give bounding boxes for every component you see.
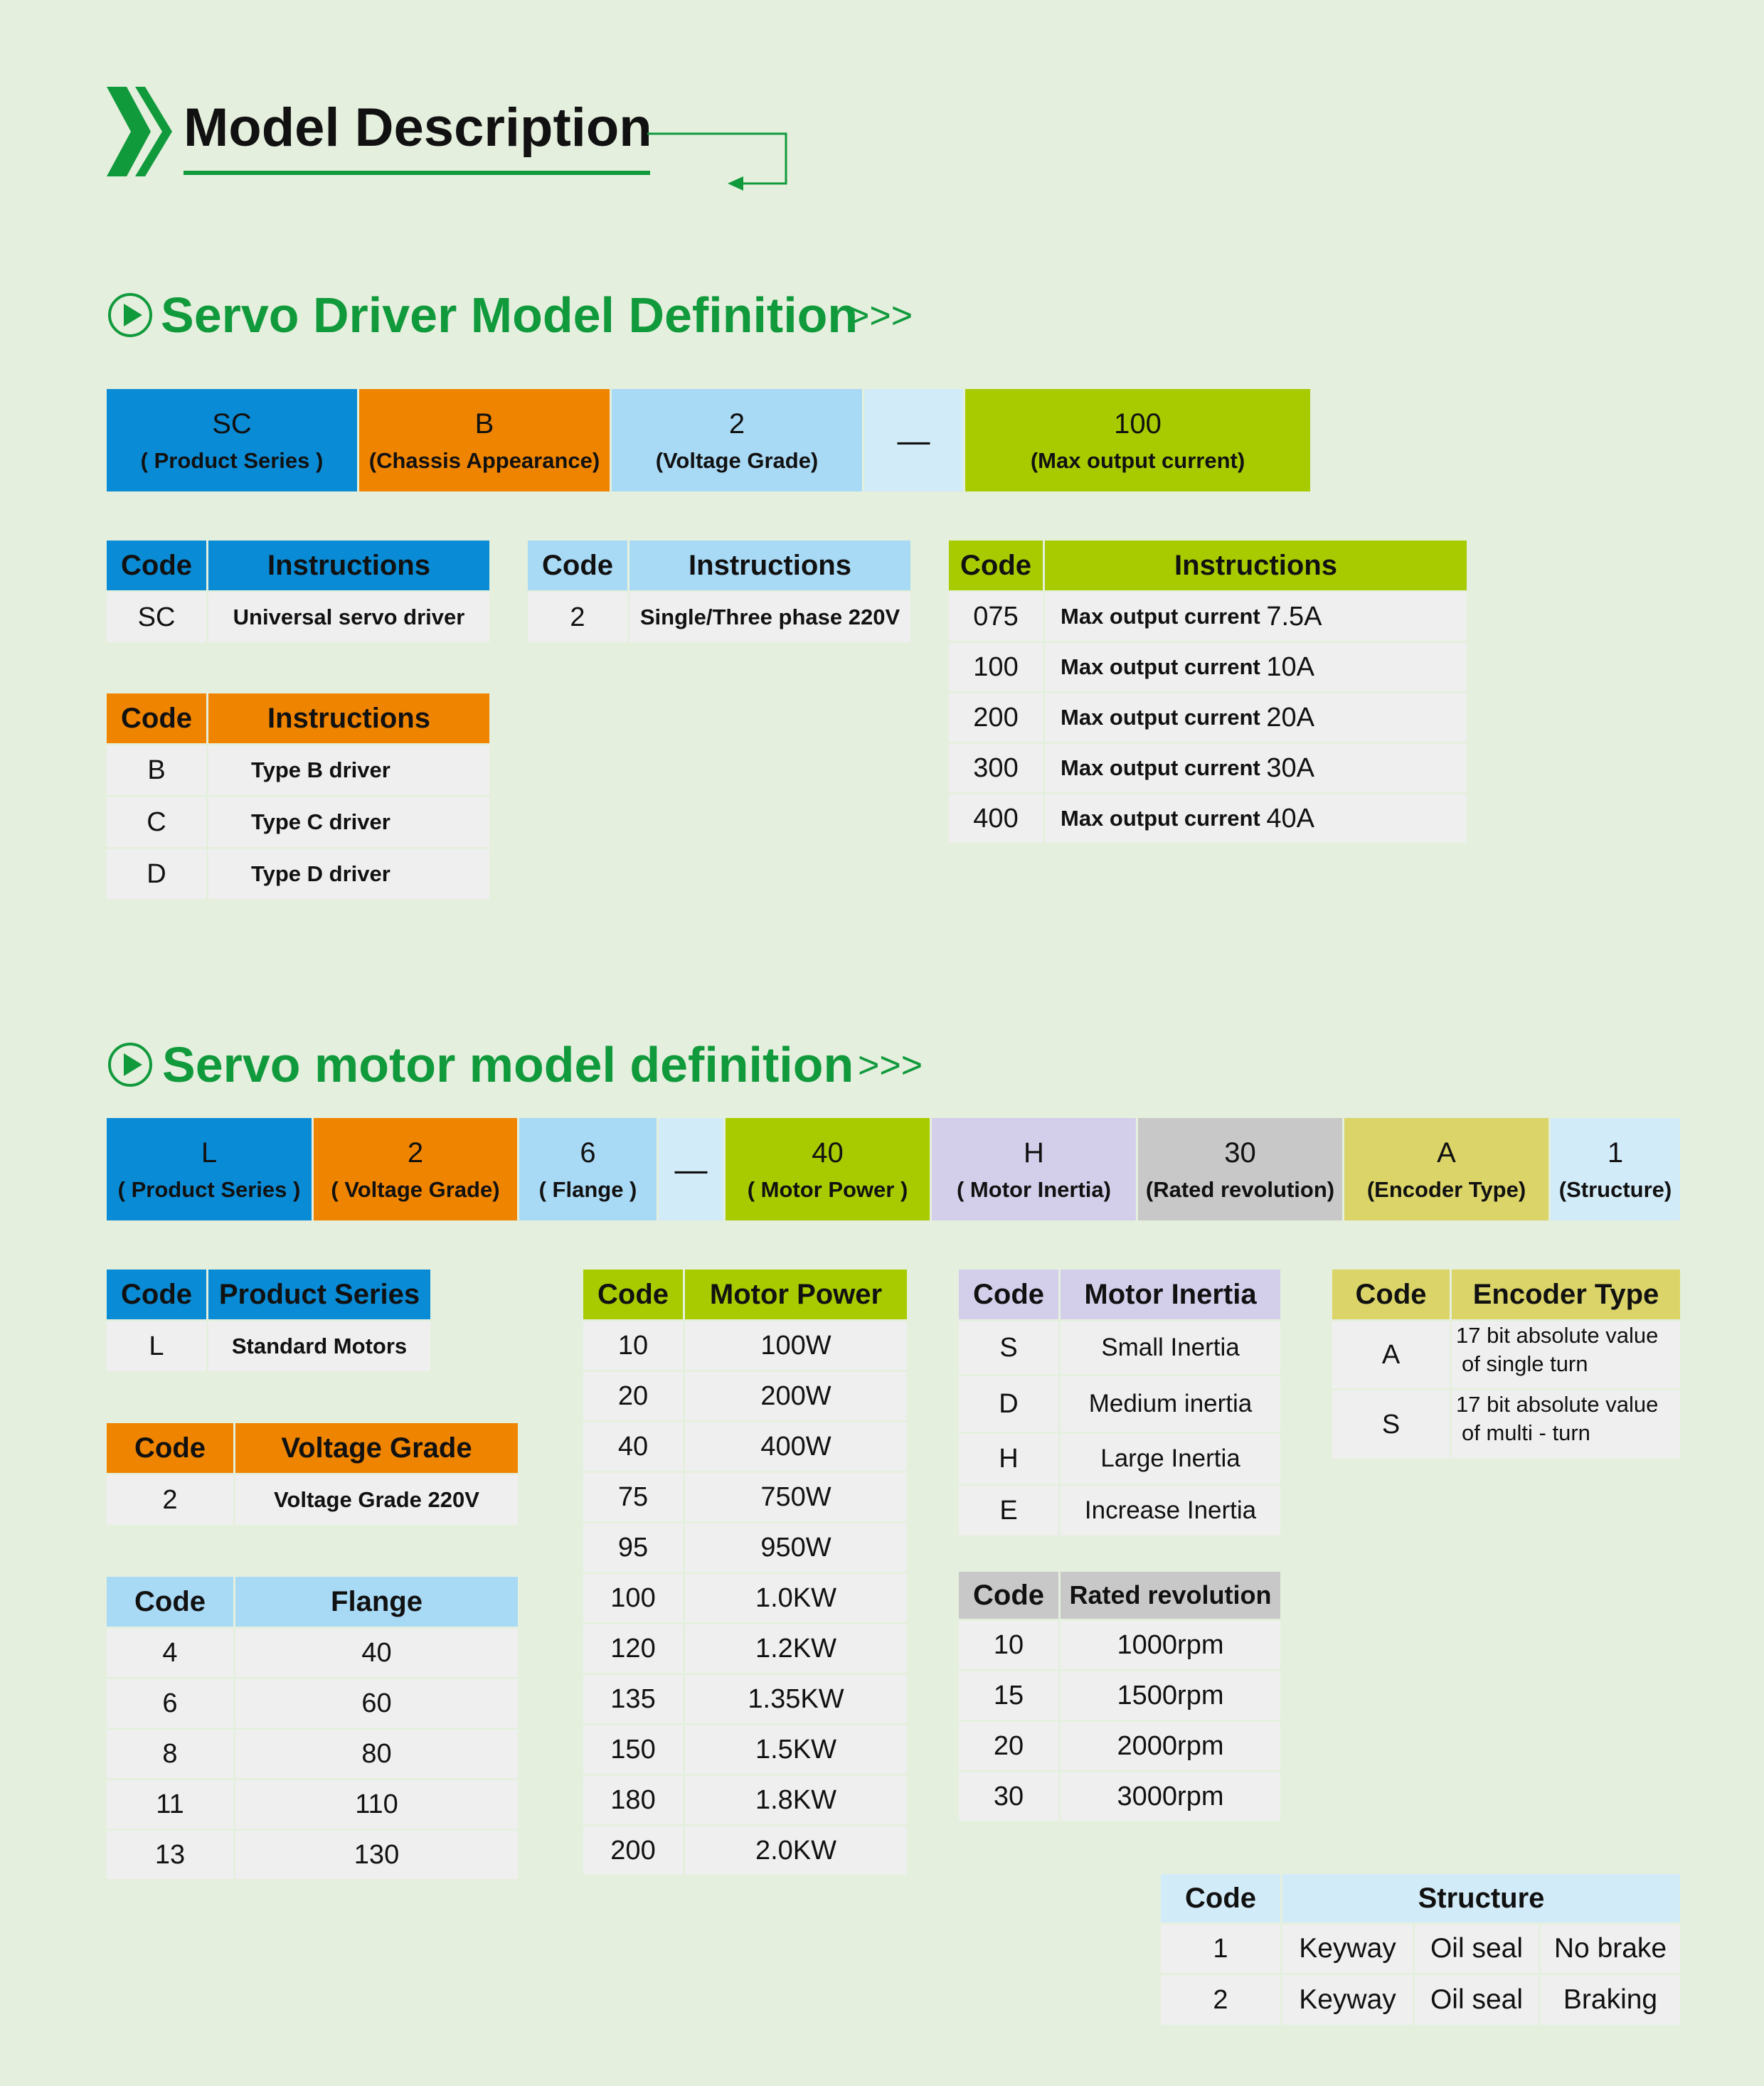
table-cell-instructions: Type B driver bbox=[208, 745, 489, 795]
table-header-code: Code bbox=[1161, 1874, 1280, 1922]
table-cell-instructions bbox=[1045, 744, 1467, 792]
motor-inertia-table bbox=[959, 1270, 1280, 1536]
table-cell-code: H bbox=[959, 1434, 1058, 1484]
table-header-code: Code bbox=[1332, 1270, 1450, 1319]
table-cell-code: D bbox=[107, 849, 206, 899]
motor-bar-voltage bbox=[314, 1118, 519, 1220]
table-header-encoder-type: Encoder Type bbox=[1452, 1270, 1680, 1319]
table-header-product-series: Product Series bbox=[208, 1270, 430, 1319]
driver-bar-series-code: SC bbox=[212, 408, 252, 440]
table-cell-code: 8 bbox=[107, 1730, 233, 1778]
table-cell-revolution: 3000rpm bbox=[1061, 1772, 1280, 1821]
motor-bar-structure-code: 1 bbox=[1607, 1137, 1624, 1169]
table-cell-power: 2.0KW bbox=[685, 1826, 907, 1875]
table-cell-encoder bbox=[1452, 1321, 1680, 1388]
table-header-flange: Flange bbox=[235, 1577, 518, 1627]
table-header-voltage-grade: Voltage Grade bbox=[235, 1423, 518, 1473]
motor-bar-power bbox=[726, 1118, 932, 1220]
motor-heading-chevrons: >>> bbox=[858, 1045, 923, 1086]
driver-bar-chassis-code: B bbox=[474, 408, 494, 440]
driver-bar-series-label: ( Product Series ) bbox=[140, 447, 324, 473]
motor-bar-structure-label: (Structure) bbox=[1558, 1176, 1672, 1202]
table-cell-power: 1.5KW bbox=[685, 1725, 907, 1774]
driver-model-bar bbox=[107, 389, 1310, 491]
table-cell-code: 200 bbox=[949, 693, 1043, 742]
table-cell-power: 100W bbox=[685, 1321, 907, 1370]
table-header-code: Code bbox=[107, 693, 206, 743]
table-cell-instructions bbox=[1045, 693, 1467, 742]
table-cell-code: 11 bbox=[107, 1780, 233, 1829]
motor-flange-table bbox=[107, 1577, 518, 1879]
table-cell-instructions bbox=[1045, 643, 1467, 691]
current-label: Max output current bbox=[1061, 705, 1260, 730]
table-cell-power: 1.2KW bbox=[685, 1624, 907, 1673]
table-header-rated-revolution: Rated revolution bbox=[1061, 1572, 1280, 1619]
motor-bar-series bbox=[107, 1118, 314, 1220]
current-value: 7.5A bbox=[1266, 601, 1322, 632]
table-cell-code: 300 bbox=[949, 744, 1043, 792]
table-cell-inertia: Large Inertia bbox=[1061, 1434, 1280, 1484]
table-cell-code: 135 bbox=[583, 1675, 683, 1723]
motor-bar-encoder bbox=[1344, 1118, 1551, 1220]
table-cell-code: 120 bbox=[583, 1624, 683, 1673]
table-cell-power: 400W bbox=[685, 1422, 907, 1471]
table-cell-power: 750W bbox=[685, 1473, 907, 1521]
table-header-code: Code bbox=[959, 1270, 1058, 1319]
table-cell-brake: Braking bbox=[1541, 1975, 1680, 2025]
table-cell-code: 40 bbox=[583, 1422, 683, 1471]
motor-bar-voltage-label: ( Voltage Grade) bbox=[331, 1176, 500, 1202]
table-cell-power: 1.35KW bbox=[685, 1675, 907, 1723]
table-header-code: Code bbox=[528, 541, 627, 590]
table-header-motor-power: Motor Power bbox=[685, 1270, 907, 1319]
driver-chassis-table bbox=[107, 693, 489, 899]
driver-bar-series bbox=[107, 389, 359, 491]
motor-bar-inertia-code: H bbox=[1024, 1137, 1044, 1169]
table-cell-code: SC bbox=[107, 592, 206, 642]
table-cell-power: 200W bbox=[685, 1372, 907, 1420]
driver-bar-voltage-code: 2 bbox=[728, 408, 745, 440]
table-cell-code: 10 bbox=[583, 1321, 683, 1370]
table-cell-code: 1 bbox=[1161, 1925, 1280, 1973]
table-header-structure: Structure bbox=[1282, 1874, 1680, 1922]
driver-bar-current bbox=[965, 389, 1310, 491]
table-cell-power: 1.0KW bbox=[685, 1574, 907, 1622]
driver-bar-current-code: 100 bbox=[1114, 408, 1162, 440]
motor-series-table bbox=[107, 1270, 430, 1371]
motor-bar-series-code: L bbox=[201, 1137, 218, 1169]
table-cell-code: 100 bbox=[583, 1574, 683, 1622]
table-header-code: Code bbox=[949, 541, 1043, 590]
encoder-line-1: 17 bit absolute value bbox=[1456, 1392, 1659, 1417]
table-cell-instructions: Universal servo driver bbox=[208, 592, 489, 642]
play-circle-icon bbox=[107, 292, 154, 339]
table-cell-oil-seal: Oil seal bbox=[1415, 1925, 1539, 1973]
table-cell-code: 15 bbox=[959, 1671, 1058, 1720]
table-cell-flange: 40 bbox=[235, 1629, 518, 1677]
motor-bar-encoder-label: (Encoder Type) bbox=[1366, 1176, 1526, 1202]
driver-section-heading: Servo Driver Model Definition bbox=[161, 287, 859, 343]
motor-bar-power-label: ( Motor Power ) bbox=[747, 1176, 908, 1202]
table-cell-revolution: 1000rpm bbox=[1061, 1621, 1280, 1669]
driver-bar-voltage-label: (Voltage Grade) bbox=[655, 447, 819, 473]
table-cell-flange: 60 bbox=[235, 1679, 518, 1728]
driver-bar-separator bbox=[864, 389, 965, 491]
table-cell-code: 20 bbox=[959, 1722, 1058, 1770]
driver-bar-chassis-label: (Chassis Appearance) bbox=[368, 447, 600, 473]
table-cell-code: 4 bbox=[107, 1629, 233, 1677]
table-cell-brake: No brake bbox=[1541, 1925, 1680, 1973]
table-cell-code: 20 bbox=[583, 1372, 683, 1420]
table-cell-code: A bbox=[1332, 1321, 1450, 1388]
motor-bar-revolution-label: (Rated revolution) bbox=[1145, 1176, 1335, 1202]
motor-bar-dash: — bbox=[674, 1151, 708, 1188]
motor-bar-flange bbox=[519, 1118, 659, 1220]
driver-heading-chevrons: >>> bbox=[848, 295, 913, 336]
table-cell-oil-seal: Oil seal bbox=[1415, 1975, 1539, 2025]
current-label: Max output current bbox=[1061, 806, 1260, 831]
current-value: 10A bbox=[1266, 651, 1314, 682]
table-header-code: Code bbox=[107, 1577, 233, 1627]
table-cell-code: 150 bbox=[583, 1725, 683, 1774]
table-cell-revolution: 1500rpm bbox=[1061, 1671, 1280, 1720]
table-cell-code: 200 bbox=[583, 1826, 683, 1875]
chevron-logo-icon bbox=[107, 87, 178, 176]
table-cell-code: 10 bbox=[959, 1621, 1058, 1669]
motor-bar-power-code: 40 bbox=[812, 1137, 844, 1169]
motor-bar-series-label: ( Product Series ) bbox=[117, 1176, 301, 1202]
table-cell-keyway: Keyway bbox=[1282, 1975, 1413, 2025]
table-cell-instructions: Type D driver bbox=[208, 849, 489, 899]
table-header-instructions: Instructions bbox=[208, 541, 489, 590]
table-cell-code: 2 bbox=[528, 592, 627, 642]
table-cell-code: S bbox=[1332, 1390, 1450, 1459]
motor-bar-inertia bbox=[932, 1118, 1138, 1220]
driver-bar-current-label: (Max output current) bbox=[1030, 447, 1245, 473]
table-header-instructions: Instructions bbox=[629, 541, 910, 590]
motor-encoder-table bbox=[1332, 1270, 1680, 1459]
table-cell-code: 13 bbox=[107, 1831, 233, 1879]
table-header-motor-inertia: Motor Inertia bbox=[1061, 1270, 1280, 1319]
encoder-line-1: 17 bit absolute value bbox=[1456, 1323, 1659, 1348]
current-label: Max output current bbox=[1061, 755, 1260, 780]
motor-revolution-table bbox=[959, 1572, 1280, 1821]
table-cell-voltage-grade: Voltage Grade 220V bbox=[235, 1475, 518, 1525]
current-label: Max output current bbox=[1061, 654, 1260, 679]
driver-series-table bbox=[107, 541, 489, 642]
driver-voltage-table bbox=[528, 541, 910, 642]
driver-current-table bbox=[949, 541, 1467, 843]
table-cell-code: 400 bbox=[949, 794, 1043, 843]
table-cell-code: 95 bbox=[583, 1523, 683, 1572]
table-cell-instructions bbox=[1045, 592, 1467, 641]
table-cell-code: S bbox=[959, 1321, 1058, 1374]
title-underline bbox=[184, 171, 650, 175]
table-header-instructions: Instructions bbox=[208, 693, 489, 743]
table-cell-instructions bbox=[1045, 794, 1467, 843]
driver-bar-voltage bbox=[612, 389, 864, 491]
table-cell-power: 1.8KW bbox=[685, 1776, 907, 1824]
table-cell-power: 950W bbox=[685, 1523, 907, 1572]
motor-model-bar bbox=[107, 1118, 1680, 1220]
motor-bar-revolution bbox=[1138, 1118, 1344, 1220]
table-header-code: Code bbox=[959, 1572, 1058, 1619]
table-header-code: Code bbox=[583, 1270, 683, 1319]
table-cell-flange: 130 bbox=[235, 1831, 518, 1879]
table-cell-code: D bbox=[959, 1376, 1058, 1432]
table-cell-inertia: Medium inertia bbox=[1061, 1376, 1280, 1432]
table-header-instructions: Instructions bbox=[1045, 541, 1467, 590]
table-cell-code: 75 bbox=[583, 1473, 683, 1521]
table-cell-encoder bbox=[1452, 1390, 1680, 1459]
page-title: Model Description bbox=[184, 97, 652, 158]
table-cell-code: 100 bbox=[949, 643, 1043, 691]
motor-bar-flange-code: 6 bbox=[580, 1137, 596, 1169]
motor-bar-revolution-code: 30 bbox=[1224, 1137, 1256, 1169]
motor-bar-flange-label: ( Flange ) bbox=[538, 1176, 637, 1202]
table-cell-code: 30 bbox=[959, 1772, 1058, 1821]
motor-bar-voltage-code: 2 bbox=[407, 1137, 424, 1169]
table-cell-product-series: Standard Motors bbox=[208, 1321, 430, 1371]
play-circle-icon bbox=[107, 1041, 154, 1088]
table-cell-code: E bbox=[959, 1486, 1058, 1536]
table-cell-code: 075 bbox=[949, 592, 1043, 641]
table-cell-revolution: 2000rpm bbox=[1061, 1722, 1280, 1770]
table-cell-code: 2 bbox=[1161, 1975, 1280, 2025]
table-header-code: Code bbox=[107, 1270, 206, 1319]
table-cell-code: 180 bbox=[583, 1776, 683, 1824]
current-label: Max output current bbox=[1061, 604, 1260, 629]
table-cell-code: C bbox=[107, 797, 206, 847]
current-value: 40A bbox=[1266, 803, 1314, 834]
encoder-line-2: of multi - turn bbox=[1462, 1420, 1590, 1446]
table-header-code: Code bbox=[107, 1423, 233, 1473]
table-cell-code: B bbox=[107, 745, 206, 795]
table-cell-instructions: Single/Three phase 220V bbox=[629, 592, 910, 642]
table-cell-flange: 80 bbox=[235, 1730, 518, 1778]
current-value: 20A bbox=[1266, 702, 1314, 733]
table-cell-instructions: Type C driver bbox=[208, 797, 489, 847]
motor-section-heading: Servo motor model definition bbox=[162, 1037, 854, 1092]
current-value: 30A bbox=[1266, 752, 1314, 783]
table-cell-code: L bbox=[107, 1321, 206, 1371]
table-cell-keyway: Keyway bbox=[1282, 1925, 1413, 1973]
table-cell-flange: 110 bbox=[235, 1780, 518, 1829]
table-cell-inertia: Small Inertia bbox=[1061, 1321, 1280, 1374]
motor-power-table bbox=[583, 1270, 907, 1875]
motor-voltage-table bbox=[107, 1423, 518, 1525]
motor-bar-structure bbox=[1551, 1118, 1680, 1220]
table-header-code: Code bbox=[107, 541, 206, 590]
return-arrow-icon bbox=[644, 128, 797, 192]
table-cell-inertia: Increase Inertia bbox=[1061, 1486, 1280, 1536]
driver-bar-dash: — bbox=[897, 422, 930, 459]
encoder-line-2: of single turn bbox=[1462, 1351, 1588, 1377]
motor-bar-separator bbox=[659, 1118, 726, 1220]
table-cell-code: 6 bbox=[107, 1679, 233, 1728]
table-cell-code: 2 bbox=[107, 1475, 233, 1525]
driver-bar-chassis bbox=[359, 389, 612, 491]
motor-bar-inertia-label: ( Motor Inertia) bbox=[957, 1176, 1111, 1202]
motor-bar-encoder-code: A bbox=[1437, 1137, 1456, 1169]
motor-structure-table bbox=[1161, 1874, 1680, 2025]
